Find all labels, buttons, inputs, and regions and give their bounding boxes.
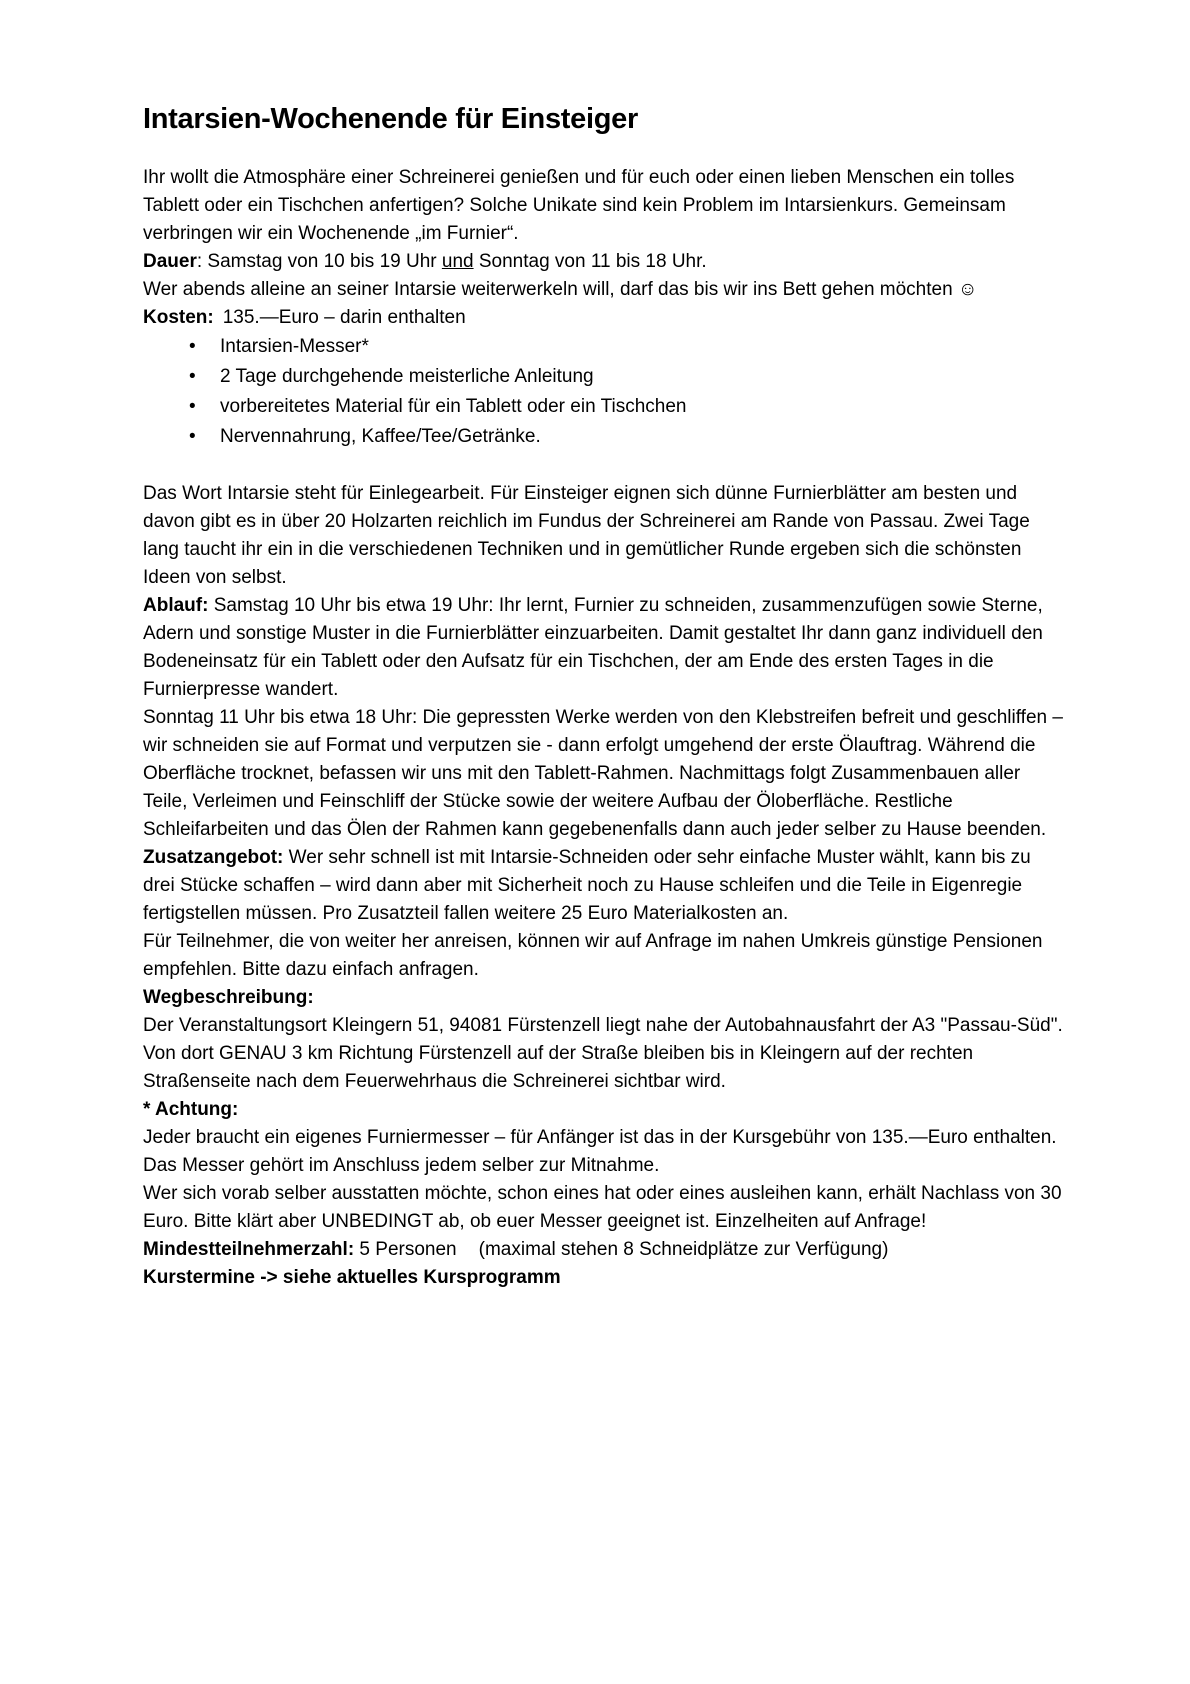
cost-item: • vorbereitetes Material für ein Tablett oder ein Tischchen <box>143 392 1065 422</box>
participants-value: 5 Personen <box>354 1239 457 1260</box>
cost-item: • 2 Tage durchgehende meisterliche Anleitung <box>143 362 1065 392</box>
extra-offer-text: Wer sehr schnell ist mit Intarsie-Schneiden oder sehr einfache Muster wählt, kann bis zu drei Stücke schaffen – wird dann aber mit Sicherheit noch zu Hause schleifen und die Teile in Eigenregie fertigstellen müssen. Pro Zusatzteil fallen weitere 25 Euro Materialkosten an. <box>143 847 1031 924</box>
duration-label: Dauer <box>143 251 197 272</box>
notice-line2: Wer sich vorab selber ausstatten möchte, schon eines hat oder eines ausleihen kann, erhält Nachlass von 30 Euro. Bitte klärt aber UNBEDINGT ab, ob euer Messer geeignet ist. Einzelheiten auf Anfrage! <box>143 1183 1062 1232</box>
participants-paragraph <box>143 1236 1065 1264</box>
cost-item: • Intarsien-Messer* <box>143 332 1065 362</box>
directions-heading: Wegbeschreibung: <box>143 987 314 1008</box>
intro-paragraph: Ihr wollt die Atmosphäre einer Schreinerei genießen und für euch oder einen lieben Menschen ein tolles Tablett oder ein Tischchen anfertigen? Solche Unikate sind kein Problem im Intarsienkurs. Gemeinsam verbringen wir ein Wochenende „im Furnier“. <box>143 167 1015 244</box>
notice-line1: Jeder braucht ein eigenes Furniermesser – für Anfänger ist das in der Kursgebühr von 135.—Euro enthalten. Das Messer gehört im Anschluss jedem selber zur Mitnahme. <box>143 1127 1057 1176</box>
duration-text-b: Sonntag von 11 bis 18 Uhr. <box>473 251 707 272</box>
duration-underlined-word: und <box>441 251 474 272</box>
accommodation-paragraph: Für Teilnehmer, die von weiter her anreisen, können wir auf Anfrage im nahen Umkreis günstige Pensionen empfehlen. Bitte dazu einfach anfragen. <box>143 931 1043 980</box>
participants-label: Mindestteilnehmerzahl: <box>143 1239 355 1260</box>
extra-offer-paragraph <box>143 844 1065 928</box>
extra-offer-label: Zusatzangebot: <box>143 847 284 868</box>
costs-included-list <box>143 332 1065 452</box>
cost-item: • Nervennahrung, Kaffee/Tee/Getränke. <box>143 422 1065 452</box>
course-dates-line: Kurstermine -> siehe aktuelles Kursprogramm <box>143 1267 561 1288</box>
schedule-sunday-paragraph: Sonntag 11 Uhr bis etwa 18 Uhr: Die gepressten Werke werden von den Klebstreifen befreit und geschliffen – wir schneiden sie auf Format und verputzen sie - dann erfolgt umgehend der erste Ölauftrag. Während die Oberfläche trocknet, befassen wir uns mit den Tablett-Rahmen. Nachmittags folgt Zusammenbauen aller Teile, Verleimen und Feinschliff der Stücke sowie der weitere Aufbau der Öloberfläche. Restliche Schleifarbeiten und das Ölen der Rahmen kann gegebenenfalls dann auch jeder selber zu Hause beenden. <box>143 707 1063 840</box>
duration-line1 <box>143 248 1065 276</box>
duration-text-a: : Samstag von 10 bis 19 Uhr <box>196 251 442 272</box>
costs-paragraph <box>143 304 1065 332</box>
notice-paragraph <box>143 1124 1065 1236</box>
participants-note: (maximal stehen 8 Schneidplätze zur Verfügung) <box>478 1239 889 1260</box>
directions-paragraph: Der Veranstaltungsort Kleingern 51, 94081 Fürstenzell liegt nahe der Autobahnausfahrt der A3 "Passau-Süd". Von dort GENAU 3 km Richtung Fürstenzell auf der Straße bleiben bis in Kleingern auf der rechten Straßenseite nach dem Feuerwehrhaus die Schreinerei sichtbar wird. <box>143 1015 1063 1092</box>
costs-text: 135.—Euro – darin enthalten <box>222 307 466 328</box>
page-title: Intarsien-Wochenende für Einsteiger <box>143 103 638 135</box>
intarsie-info-paragraph: Das Wort Intarsie steht für Einlegearbeit. Für Einsteiger eignen sich dünne Furnierblätter am besten und davon gibt es in über 20 Holzarten reichlich im Fundus der Schreinerei am Rande von Passau. Zwei Tage lang taucht ihr ein in die verschiedenen Techniken und in gemütlicher Runde ergeben sich die schönsten Ideen von selbst. <box>143 483 1030 588</box>
schedule-label: Ablauf: <box>143 595 209 616</box>
schedule-saturday-text: Samstag 10 Uhr bis etwa 19 Uhr: Ihr lernt, Furnier zu schneiden, zusammenzufügen sowie Sterne, Adern und sonstige Muster in die Furnierblätter einzuarbeiten. Damit gestaltet Ihr dann ganz individuell den Bodeneinsatz für ein Tablett oder den Aufsatz für ein Tischchen, der am Ende des ersten Tages in die Furnierpresse wandert. <box>143 595 1043 700</box>
costs-label: Kosten: <box>143 307 214 328</box>
duration-paragraph <box>143 248 1065 304</box>
notice-heading: * Achtung: <box>143 1099 239 1120</box>
duration-line2: Wer abends alleine an seiner Intarsie weiterwerkeln will, darf das bis wir ins Bett gehen möchten ☺ <box>143 279 978 300</box>
schedule-saturday-paragraph <box>143 592 1065 704</box>
